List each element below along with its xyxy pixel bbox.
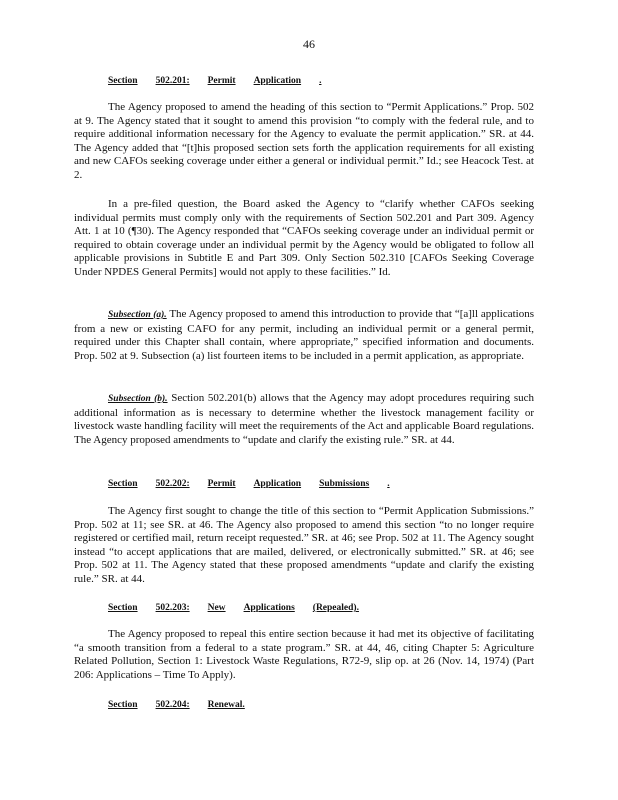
heading-word: Submissions bbox=[319, 479, 370, 489]
subsection-label-a: Subsection (a). bbox=[108, 310, 167, 320]
heading-number: 502.203: bbox=[155, 603, 190, 613]
paragraph-text: The Agency first sought to change the title of this section to “Permit Application Submissions.” Prop. 502 at 11; see SR. at 46. The Agency also proposed to amend this section “to no longer require registered or certified mail, return receipt requested.” SR. at 46; see Prop. 502 at 11. The Agency sought instead “to accept applications that are mailed, delivered, or electronically submitted.” SR. at 46; see Prop. 502 at 11. The Agency stated that these proposed amendments “update and clarify the existing rule.” SR. at 44. bbox=[74, 505, 534, 585]
paragraph bbox=[74, 628, 534, 682]
paragraph bbox=[74, 198, 534, 280]
heading-word: Section bbox=[108, 76, 138, 86]
heading-word: (Repealed). bbox=[312, 603, 359, 613]
heading-word: Section bbox=[108, 603, 138, 613]
heading-word: Renewal. bbox=[207, 700, 245, 710]
heading-word: Applications bbox=[243, 603, 295, 613]
heading-word: Permit bbox=[207, 479, 236, 489]
paragraph bbox=[74, 392, 534, 447]
paragraph-text: In a pre-filed question, the Board asked the Agency to “clarify whether CAFOs seeking individual permits must comply only with the requirements of Section 502.201 and Part 309. Agency Att. 1 at 10 (¶30). The Agency responded that “CAFOs seeking coverage under an individual permit or required to obtain coverage under an individual permit by the Agency would be obligated to follow all applicable provisions in Subtitle E and Part 309. Only Section 502.310 [CAFOs Seeking Coverage Under NPDES General Permits] would not apply to these facilities.” Id. bbox=[74, 198, 534, 278]
heading-number: 502.204: bbox=[155, 700, 190, 710]
section-heading-502-203 bbox=[108, 603, 377, 613]
paragraph-text: Section 502.201(b) allows that the Agency may adopt procedures requiring such additional information as is necessary to determine whether the livestock management facility or livestock waste handling facility will meet the requirements of the Act and applicable Board regulations. The Agency proposed amendments to “update and clarify the existing rule.” SR. at 44. bbox=[74, 392, 534, 446]
heading-word: Application bbox=[253, 76, 302, 86]
heading-number: 502.201: bbox=[155, 76, 190, 86]
heading-punct: . bbox=[319, 76, 322, 86]
section-heading-502-201 bbox=[108, 76, 339, 86]
paragraph-text: The Agency proposed to amend this introduction to provide that “[a]ll applications from a new or existing CAFO for any permit, including an individual permit or a general permit, required under this Chapter shall contain, where appropriate,” specified information and documents. Prop. 502 at 9. Subsection (a) list fourteen items to be included in a permit application, as appropriate. bbox=[74, 308, 534, 362]
page-number: 46 bbox=[303, 37, 315, 51]
heading-punct: . bbox=[387, 479, 390, 489]
heading-word: Section bbox=[108, 700, 138, 710]
paragraph-text: The Agency proposed to amend the heading of this section to “Permit Applications.” Prop. 502 at 9. The Agency stated that it sought to amend this provision “to comply with the federal rule, and to require additional information necessary for the Agency to evaluate the permit application.” SR. at 44. The Agency added that “[t]his proposed section sets forth the application requirements for all existing and new CAFOs seeking coverage under either a general or individual permit.” Id.; see Heacock Test. at 2. bbox=[74, 101, 534, 181]
paragraph bbox=[74, 308, 534, 363]
section-heading-502-204 bbox=[108, 700, 263, 710]
heading-number: 502.202: bbox=[155, 479, 190, 489]
heading-word: Section bbox=[108, 479, 138, 489]
heading-word: Permit bbox=[207, 76, 236, 86]
subsection-label-b: Subsection (b). bbox=[108, 394, 168, 404]
paragraph bbox=[74, 101, 534, 183]
heading-word: Application bbox=[253, 479, 302, 489]
paragraph bbox=[74, 505, 534, 587]
paragraph-text: The Agency proposed to repeal this entire section because it had met its objective of facilitating “a smooth transition from a federal to a state program.” SR. at 44, 46, citing Chapter 5: Agriculture Related Pollution, Section 1: Livestock Waste Regulations, R72-9, slip op. at 26 (Nov. 14, 1974) (Part 206: Applications – Time To Apply). bbox=[74, 628, 534, 681]
section-heading-502-202 bbox=[108, 479, 408, 489]
heading-word: New bbox=[207, 603, 226, 613]
